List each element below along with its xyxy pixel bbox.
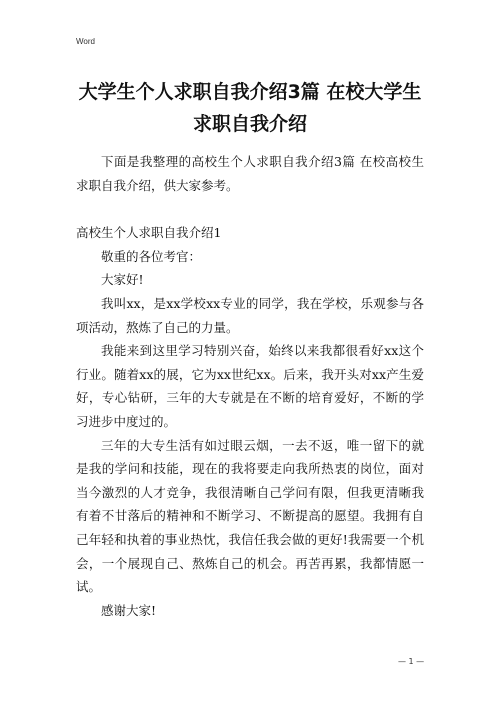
title-line-1: 大学生个人求职自我介绍3篇 在校大学生 — [78, 81, 422, 103]
document-body — [76, 150, 424, 622]
document-title — [60, 76, 440, 140]
body-paragraph: 我叫xx，是xx学校xx专业的同学，我在学校，乐观参与各项活动，熬炼了自己的力量。 — [76, 295, 424, 335]
body-paragraph: 我能来到这里学习特别兴奋，始终以来我都很看好xx这个行业。随着xx的展，它为xx世纪xx。后来，我开头对xx产生爱好，专心钻研，三年的大专就是在不断的培育爱好，不断的学习进步中度过的。 — [76, 343, 424, 429]
title-line-2: 求职自我介绍 — [192, 113, 307, 135]
section-spacer — [76, 197, 424, 221]
section-heading: 高校生个人求职自我介绍1 — [76, 225, 222, 241]
intro-paragraph: 下面是我整理的高校生个人求职自我介绍3篇 在校高校生求职自我介绍，供大家参考。 — [76, 154, 424, 193]
body-paragraph: 三年的大专生活有如过眼云烟，一去不返，唯一留下的就是我的学问和技能，现在的我将要走向我所热衷的岗位，面对当今激烈的人才竞争，我很清晰自己学问有限，但我更清晰我有着不甘落后的精神和不断学习、不断提高的愿望。我拥有自己年轻和执着的事业热忱，我信任我会做的更好!我需要一个机会，一个展现自己、熬炼自己的机会。再苦再累，我都情愿一试。 — [76, 437, 424, 595]
closing: 感谢大家! — [101, 602, 157, 618]
greeting: 大家好! — [101, 272, 144, 288]
salutation: 敬重的各位考官： — [101, 248, 202, 264]
page-number: — 1 — — [398, 657, 425, 666]
document-header-label: Word — [76, 37, 95, 46]
